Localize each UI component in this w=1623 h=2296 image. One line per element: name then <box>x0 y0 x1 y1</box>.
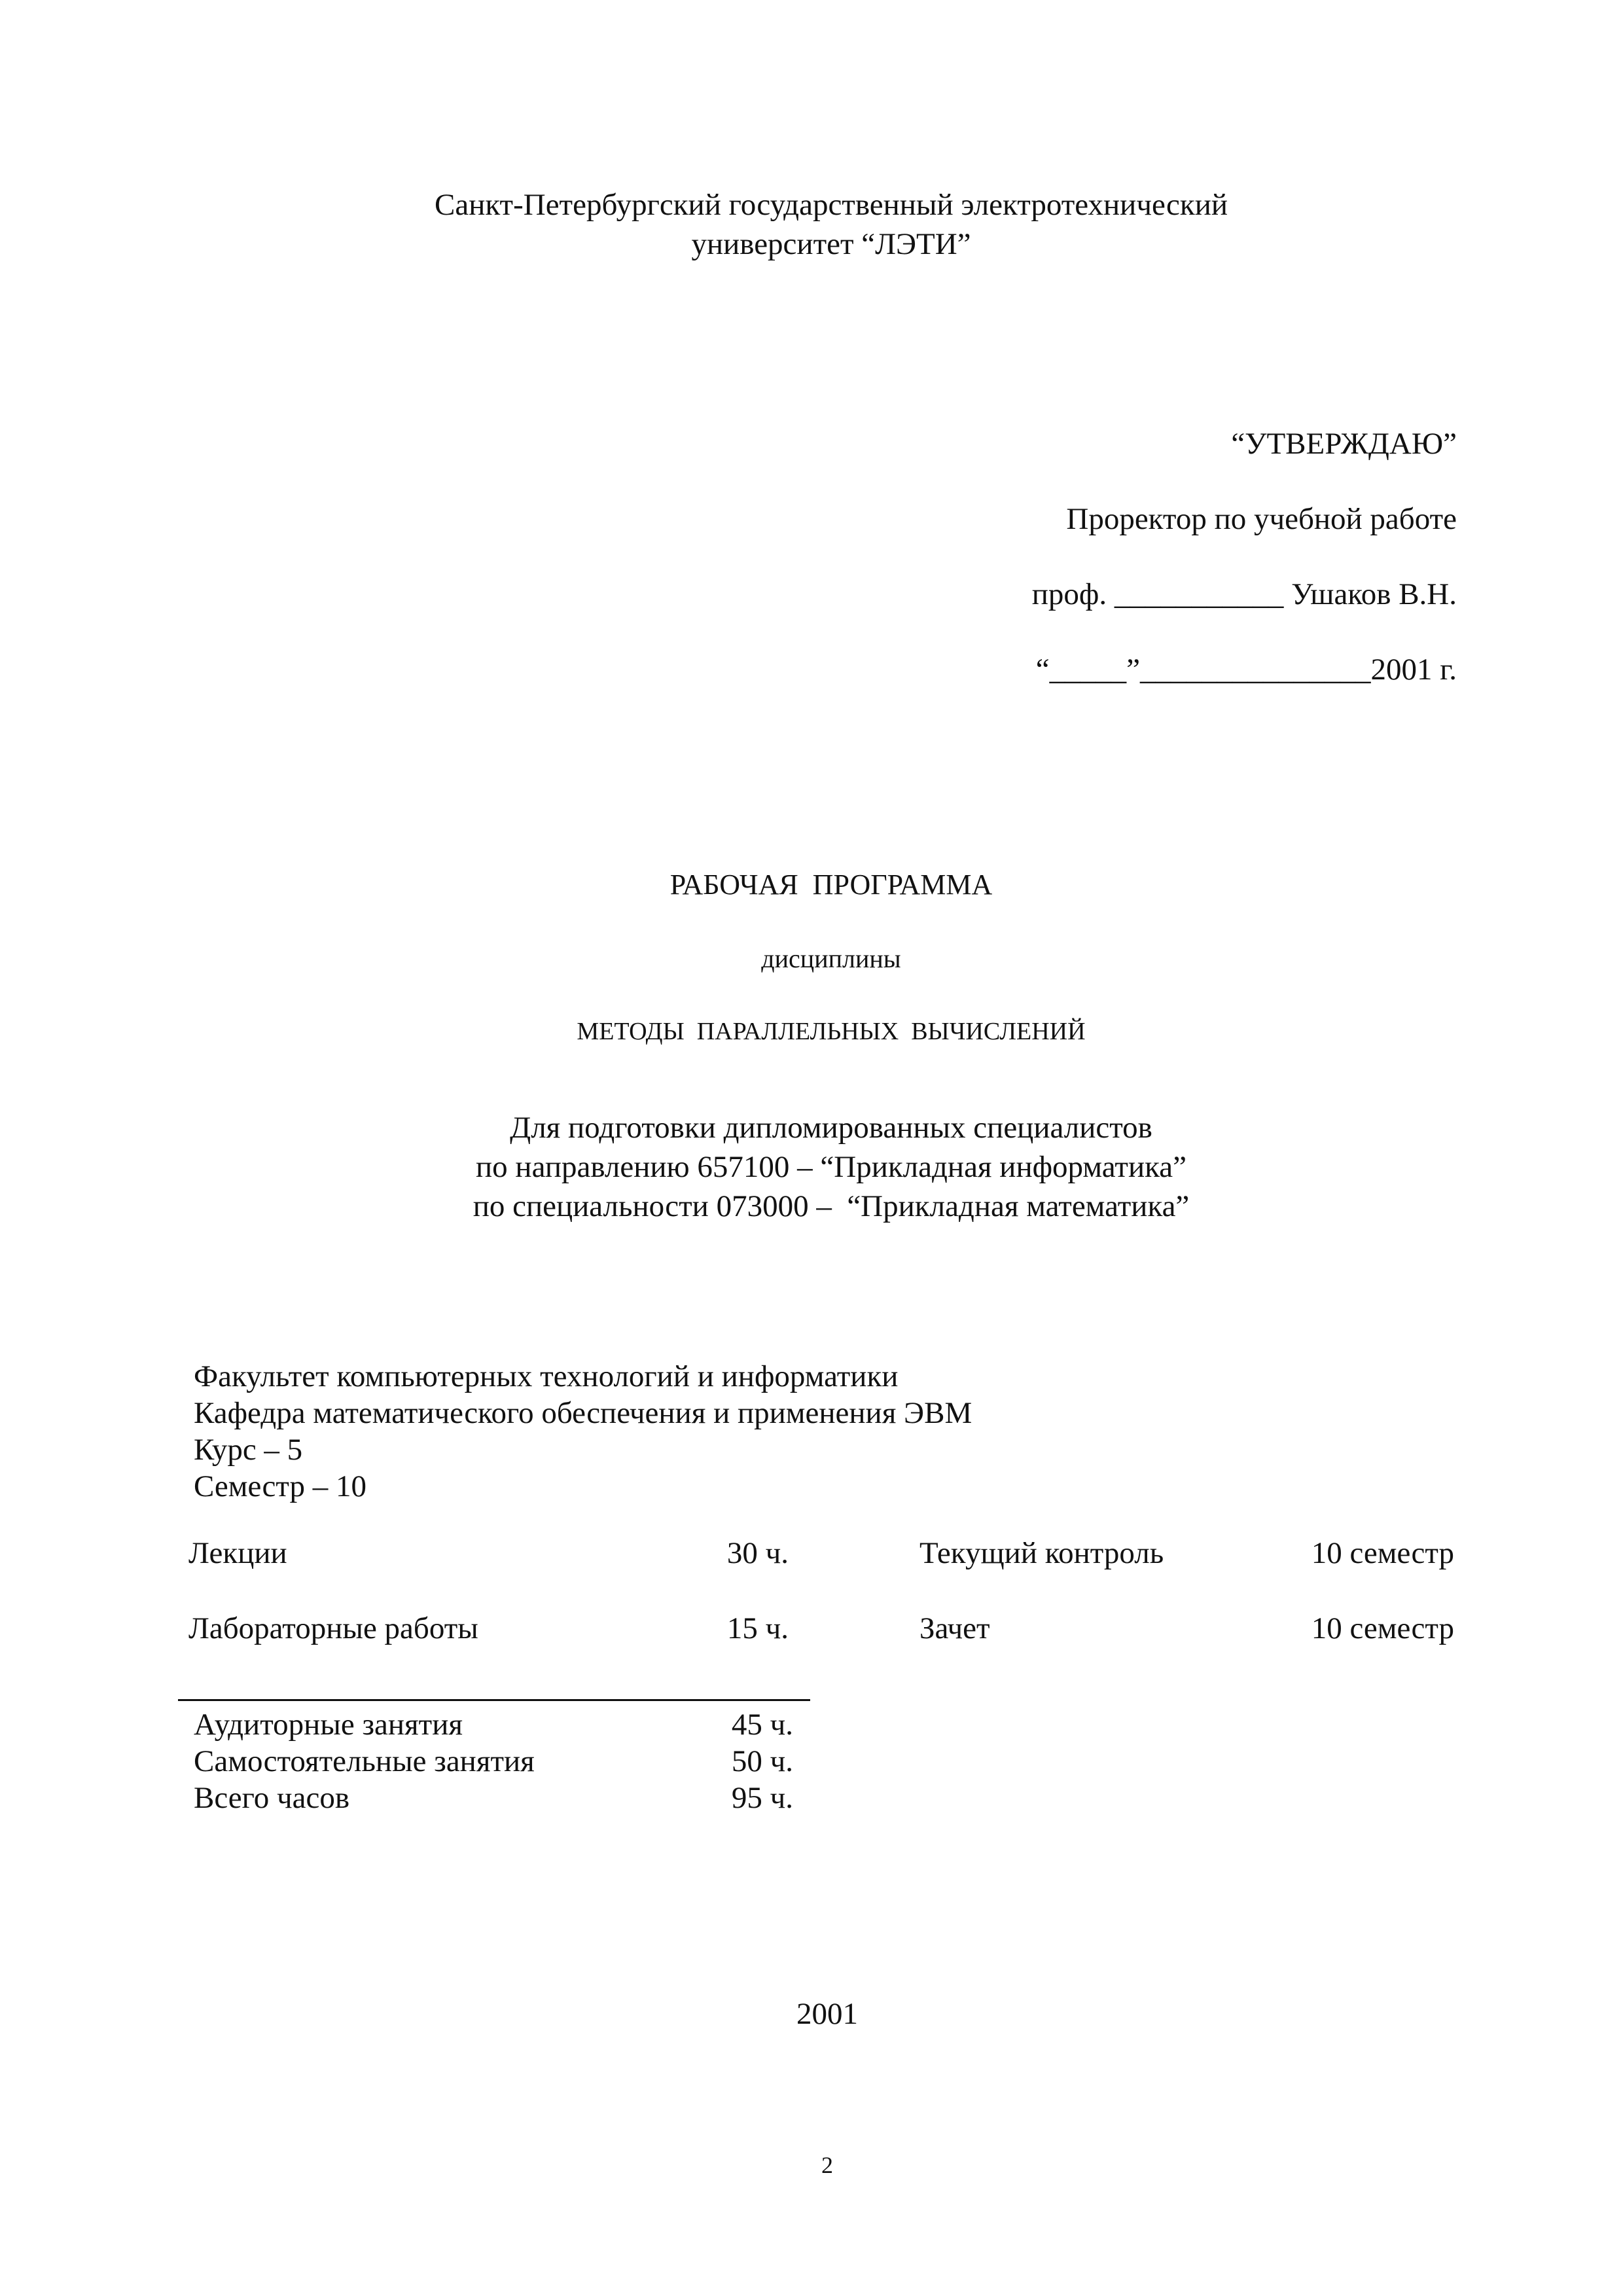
schedule-label: Лабораторные работы <box>188 1611 478 1645</box>
totals-label: Всего часов <box>194 1781 350 1815</box>
document-year: 2001 <box>796 1997 858 2031</box>
faculty: Факультет компьютерных технологий и информатики <box>194 1359 899 1393</box>
schedule-label: Лекции <box>188 1536 287 1570</box>
university-name-line1: Санкт-Петербургский государственный электротехнический <box>434 188 1228 222</box>
approval-signature-line <box>1032 579 1457 610</box>
schedule-hours: 15 ч. <box>726 1611 789 1645</box>
approval-position: Проректор по учебной работе <box>1066 502 1457 536</box>
semester: Семестр – 10 <box>194 1469 367 1503</box>
schedule-control-value: 10 семестр <box>1311 1536 1454 1570</box>
department: Кафедра математического обеспечения и применения ЭВМ <box>194 1396 972 1430</box>
totals-hours: 50 ч. <box>731 1744 793 1778</box>
course: Курс – 5 <box>194 1433 303 1467</box>
purpose-line3: по специальности 073000 – “Прикладная математика” <box>473 1189 1190 1223</box>
page-number: 2 <box>821 2152 833 2178</box>
program-subtitle: дисциплины <box>761 944 901 973</box>
signature-name: Ушаков В.Н. <box>1283 577 1457 611</box>
approval-date-line: “_____”_______________2001 г. <box>1035 653 1457 687</box>
totals-hours: 45 ч. <box>731 1708 793 1742</box>
totals-label: Аудиторные занятия <box>194 1708 463 1742</box>
schedule-hours: 30 ч. <box>726 1536 789 1570</box>
program-title: РАБОЧАЯ ПРОГРАММА <box>669 869 993 901</box>
university-name-line2: университет “ЛЭТИ” <box>691 227 971 261</box>
schedule-control: Зачет <box>919 1611 990 1645</box>
schedule-control-value: 10 семестр <box>1311 1611 1454 1645</box>
purpose-line1: Для подготовки дипломированных специалистов <box>510 1111 1152 1145</box>
discipline-name: МЕТОДЫ ПАРАЛЛЕЛЬНЫХ ВЫЧИСЛЕНИЙ <box>577 1018 1086 1045</box>
approval-title: “УТВЕРЖДАЮ” <box>1231 427 1457 461</box>
totals-label: Самостоятельные занятия <box>194 1744 535 1778</box>
totals-hours: 95 ч. <box>731 1781 793 1815</box>
totals-divider <box>178 1699 810 1701</box>
purpose-line2: по направлению 657100 – “Прикладная информатика” <box>476 1150 1186 1184</box>
schedule-control: Текущий контроль <box>919 1536 1164 1570</box>
signature-blank: ___________ <box>1114 577 1284 611</box>
signature-prefix: проф. <box>1031 577 1115 611</box>
